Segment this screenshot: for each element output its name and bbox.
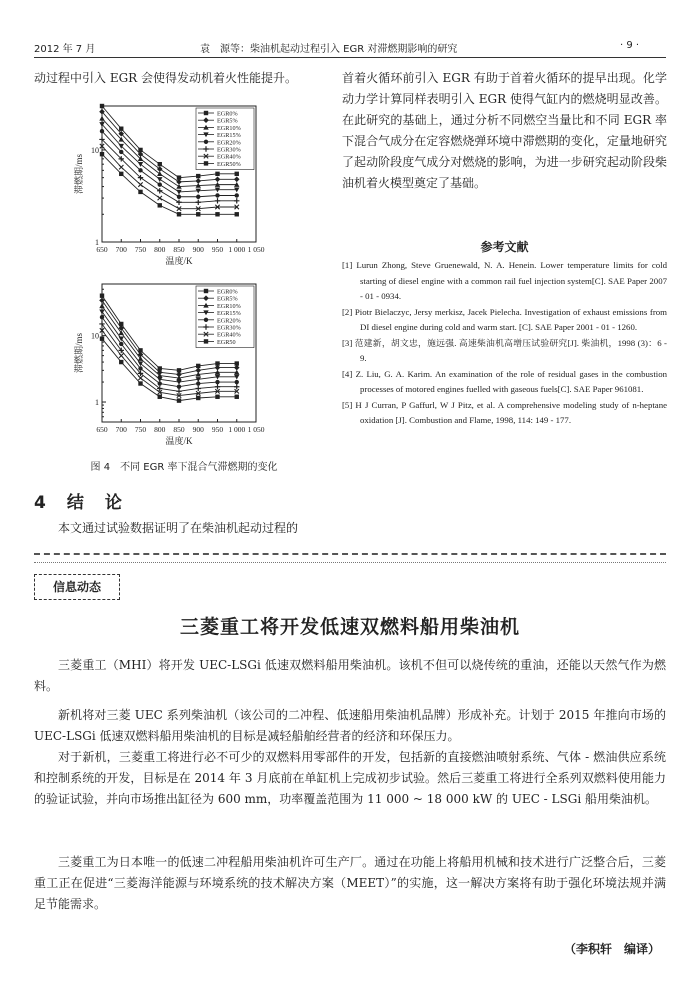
data-point: [235, 193, 239, 197]
data-point: [196, 195, 200, 199]
section-divider: [34, 553, 666, 555]
data-point: [100, 315, 104, 319]
data-point: [176, 200, 181, 205]
x-tick-label: 650: [96, 425, 108, 434]
news-title: 三菱重工将开发低速双燃料船用柴油机: [179, 616, 520, 638]
data-point: [177, 398, 181, 402]
legend-label: EGR50%: [217, 160, 241, 168]
news-paragraph: 新机将对三菱 UEC 系列柴油机（该公司的二冲程、低速船用柴油机品牌）形成补充。计划于 2015 年推向市场的 UEC-LSGi 低速双燃料船用柴油机的目标是减轻船舶经营者的经济和环保压力。: [34, 708, 666, 743]
data-point: [158, 203, 162, 207]
reference-item: [2] Piotr Bielaczyc, Jersy merkisz, Jacek Pielecha. Investigation of exhaust emissions from DI diesel engine during cold and warm start. [C]. SAE Paper 2001 - 01 - 1260.: [342, 306, 667, 332]
news-signature: （李积轩 编译）: [563, 942, 660, 956]
data-point: [119, 342, 123, 346]
data-point: [100, 129, 104, 133]
x-tick-label: 700: [115, 245, 127, 254]
data-point: [177, 385, 181, 389]
data-point: [235, 172, 239, 176]
legend-label: EGR20%: [217, 317, 241, 325]
data-point: [196, 174, 200, 178]
data-point: [196, 381, 200, 385]
chart-1: [34, 100, 334, 270]
data-point: [138, 182, 142, 186]
data-point: [215, 384, 220, 389]
header-rule: [34, 57, 666, 58]
data-point: [176, 179, 182, 185]
news-paragraph: 三菱重工为日本唯一的低速二冲程船用柴油机许可生产厂。通过在功能上将船用机械和技术进行广泛整合后，三菱重工正在促进“三菱海洋能源与环境系统的技术解决方案（MEET）”的实施，这一解决方案将有助于强化环境法规并满足节能需求。: [34, 855, 666, 911]
legend-label: EGR10%: [217, 302, 241, 310]
intro-line: 动过程中引入 EGR 会使得发动机着火性能提升。: [34, 71, 298, 85]
x-tick-label: 650: [96, 245, 108, 254]
reference-item: [1] Lurun Zhong, Steve Gruenewald, N. A. Henein. Lower temperature limits for cold starting of diesel engine with a common rail fuel injection system[C]. SAE Paper 2007 - 01 - 0934.: [342, 260, 667, 301]
reference-item: [5] H J Curran, P Gaffurl, W J Pitz, et al. A comprehensive modeling study of n-heptane oxidation [J]. Combustion and Flame, 1998, 114: 149 - 177.: [342, 399, 667, 425]
x-tick-label: 1 000: [228, 245, 246, 254]
data-point: [138, 381, 142, 385]
x-tick-label: 750: [134, 425, 147, 434]
legend-label: EGR10%: [217, 124, 241, 132]
data-point: [204, 140, 208, 144]
data-point: [138, 376, 142, 380]
legend-label: EGR30%: [217, 324, 241, 332]
data-point: [138, 366, 142, 370]
legend-label: EGR30%: [217, 146, 241, 154]
data-point: [204, 289, 208, 293]
x-tick-label: 950: [211, 425, 224, 434]
reference-item: [3] 范建新，胡文忠，施远强. 高速柴油机高增压试验研究[J]. 柴油机，1998 (3)：6 - 9.: [342, 337, 667, 363]
legend-marker: [204, 111, 208, 115]
chart-2: [34, 278, 334, 450]
data-point: [100, 152, 104, 156]
legend-label: EGR15%: [217, 132, 241, 140]
data-point: [158, 162, 162, 166]
x-tick-label: 1 050: [247, 245, 265, 254]
data-point: [235, 380, 239, 384]
x-tick-label: 750: [134, 245, 147, 254]
header-date: 2012 年 7 月: [34, 44, 96, 55]
legend-marker: [204, 289, 208, 293]
data-point: [196, 386, 201, 391]
data-point: [100, 104, 104, 108]
legend-label: EGR5%: [217, 117, 238, 125]
data-point: [204, 161, 208, 165]
data-point: [215, 380, 219, 384]
data-point: [138, 168, 142, 172]
data-point: [177, 195, 181, 199]
data-point: [157, 188, 162, 193]
header-page-number: · 9 ·: [620, 40, 640, 51]
data-point: [215, 172, 219, 176]
data-point: [119, 127, 123, 131]
data-point: [119, 353, 123, 357]
data-point: [158, 395, 162, 399]
data-point: [100, 293, 104, 297]
data-point: [157, 177, 162, 182]
x-tick-label: 950: [211, 245, 224, 254]
y-tick-label: 10: [91, 331, 99, 341]
legend-marker: [204, 318, 208, 322]
data-point: [204, 318, 208, 322]
x-tick-label: 850: [173, 245, 185, 254]
y-axis-label: 滞燃期/ms: [74, 153, 84, 195]
data-point: [99, 116, 104, 121]
x-axis-label: 温度/K: [165, 436, 193, 446]
data-point: [234, 198, 239, 203]
x-tick-label: 1 050: [247, 425, 265, 434]
data-point: [235, 395, 239, 399]
data-point: [158, 196, 162, 200]
legend-label: EGR50: [217, 338, 236, 346]
legend-marker: [204, 161, 208, 165]
data-point: [158, 182, 162, 186]
x-tick-label: 800: [154, 245, 166, 254]
legend-marker: [204, 339, 208, 343]
data-point: [196, 396, 200, 400]
data-point: [158, 381, 162, 385]
y-tick-label: 1: [95, 398, 99, 408]
data-point: [234, 176, 240, 182]
data-point: [196, 364, 200, 368]
reference-item: [4] Z. Liu, G. A. Karim. An examination of the role of residual gases in the combustion processes of motored engines fuelled with gaseous fuels[C]. SAE Paper 961081.: [342, 368, 667, 394]
x-axis-label: 温度/K: [165, 256, 193, 266]
y-tick-label: 1: [95, 238, 99, 247]
section-divider-dotted: [34, 562, 666, 563]
data-point: [119, 165, 123, 169]
references-title: 参考文献: [480, 240, 529, 254]
data-point: [215, 176, 221, 182]
right-paragraph: 首着火循环前引入 EGR 有助于首着火循环的提早出现。化学动力学计算同样表明引入 EGR 使得气缸内的燃烧明显改善。在此研究的基础上，通过分析不同燃空当量比和不同 EGR 率下混合气成分在定容燃烧弹环境中滞燃期的变化，定量地研究了起动阶段度气成分对燃烧的影响，为进一步研究起动阶段柴油机着火模型奠定了基础。: [342, 71, 667, 190]
data-point: [119, 360, 123, 364]
x-tick-label: 1 000: [228, 425, 246, 434]
legend-label: EGR15%: [217, 310, 241, 318]
data-point: [177, 212, 181, 216]
legend-label: EGR0%: [217, 110, 238, 118]
data-point: [215, 198, 220, 203]
data-point: [204, 111, 208, 115]
legend-label: EGR40%: [217, 331, 241, 339]
data-point: [204, 339, 208, 343]
figure-caption: 图 4 不同 EGR 率下混合气滞燃期的变化: [90, 462, 278, 473]
legend-marker: [204, 140, 208, 144]
data-point: [235, 212, 239, 216]
data-point: [215, 193, 219, 197]
news-paragraph: 三菱重工（MHI）将开发 UEC-LSGi 低速双燃料船用柴油机。该机不但可以烧传统的重油，还能以天然气作为燃料。: [34, 658, 666, 693]
news-paragraph: 对于新机，三菱重工将进行必不可少的双燃料用零部件的开发，包括新的直接燃油喷射系统、气体 - 燃油供应系统和控制系统的开发，目标是在 2014 年 3 月底前在单缸机上完成初步试验。然后三菱重工将进行全系列双燃料使用能力的验证试验，并向市场推出缸径为 600 mm，功率覆盖范围为 11 000 ~ 18 000 kW 的 UEC - LSGi 船用柴油机。: [34, 750, 666, 806]
data-point: [196, 212, 200, 216]
reference-list: [342, 258, 667, 429]
x-tick-label: 900: [192, 245, 204, 254]
news-section-label: 信息动态: [34, 574, 120, 600]
data-point: [176, 380, 181, 385]
data-point: [119, 172, 123, 176]
y-axis-label: 滞燃期/ms: [74, 332, 84, 374]
data-point: [100, 336, 104, 340]
legend-label: EGR40%: [217, 153, 241, 161]
data-point: [215, 395, 219, 399]
x-tick-label: 800: [154, 425, 166, 434]
x-tick-label: 700: [115, 425, 127, 434]
section-heading: 4 结 论: [34, 493, 124, 513]
data-point: [138, 190, 142, 194]
y-tick-label: 10: [91, 145, 99, 155]
header-title: 袁 源等：柴油机起动过程引入 EGR 对滞燃期影响的研究: [200, 44, 458, 55]
conclusion-text: 本文通过试验数据证明了在柴油机起动过程的: [58, 521, 299, 535]
legend-label: EGR5%: [217, 295, 238, 303]
data-point: [215, 212, 219, 216]
x-tick-label: 900: [192, 425, 204, 434]
data-point: [234, 384, 239, 389]
legend-label: EGR20%: [217, 139, 241, 147]
x-tick-label: 850: [173, 425, 185, 434]
legend-label: EGR0%: [217, 288, 238, 296]
data-point: [196, 200, 201, 205]
data-point: [119, 150, 123, 154]
